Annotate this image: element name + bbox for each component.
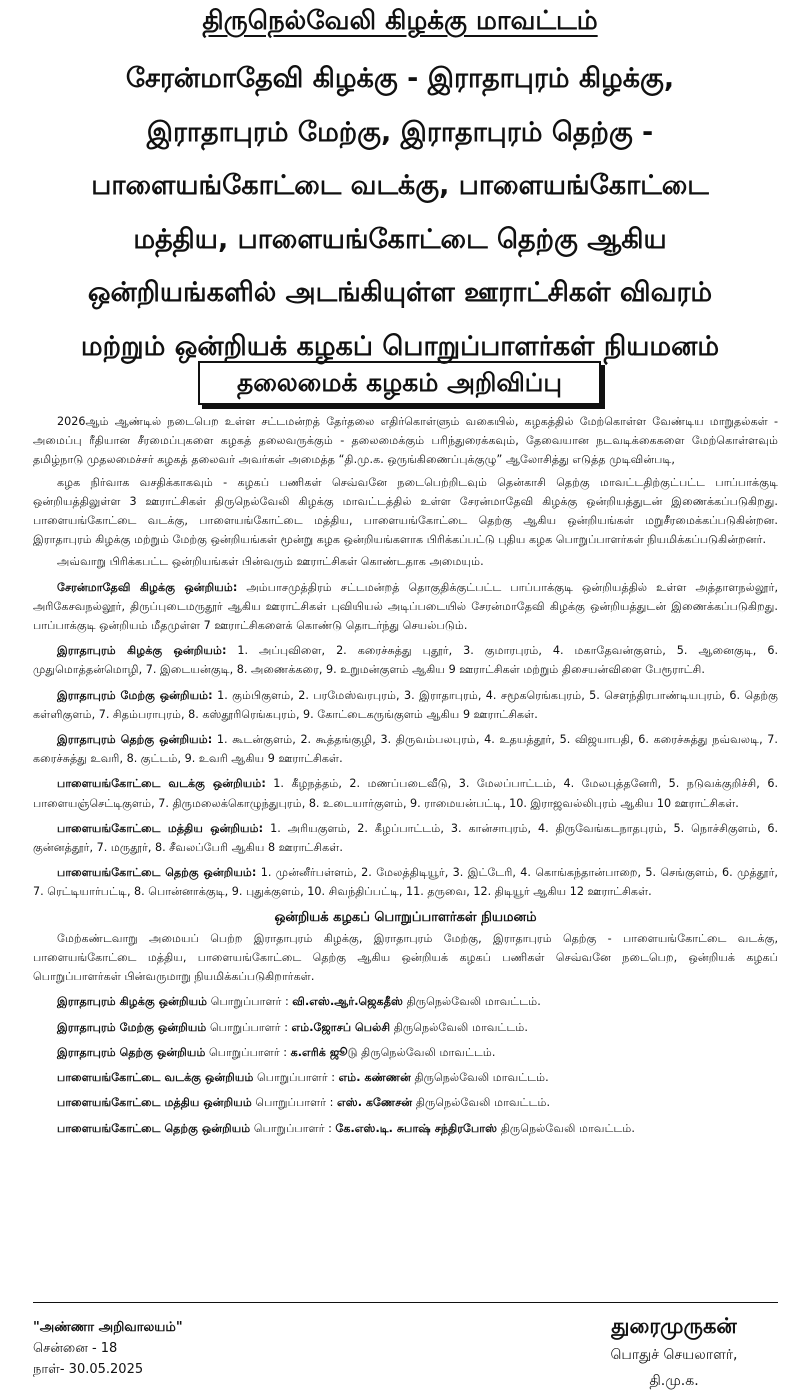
union-paragraph (33, 774, 778, 812)
appointment-row (33, 1119, 778, 1138)
appointment-union: பாளையங்கோட்டை வடக்கு ஒன்றியம் (57, 1071, 254, 1085)
signatory-party: தி.மு.க. (649, 1373, 699, 1389)
appointment-district: திருநெல்வேலி மாவட்டம். (403, 995, 541, 1009)
appointment-union: இராதாபுரம் தெற்கு ஒன்றியம் (57, 1045, 206, 1059)
announcement-body (33, 412, 778, 1141)
appointment-district: திருநெல்வேலி மாவட்டம். (412, 1096, 551, 1110)
appointment-role: பொறுப்பாளர் : (253, 1071, 339, 1085)
union-name: இராதாபுரம் தெற்கு ஒன்றியம்: (57, 733, 213, 747)
appointment-person: கே.எஸ்.டி. சுபாஷ் சந்திரபோஸ் (335, 1121, 498, 1135)
footer-place-block (33, 1317, 183, 1380)
union-details: அம்பாசமுத்திரம் சட்டமன்றத் தொகுதிக்குட்பட்ட பாப்பாக்குடி ஒன்றியத்தில் உள்ள அத்தாளநல்லூர், அரிகேசவநல்லூர், திருப்புடைமருதூர் ஆகிய ஊராட்சிகள் புவியியல் அடிப்படையில் சேரன்மாதேவி கிழக்கு ஒன்றியத்துடன் இணைக்கப்படுகிறது. பாப்பாக்குடி ஒன்றியம் மீதமுள்ள 7 ஊராட்சிகளைக் கொண்டு தொடர்ந்து செயல்படும். (33, 580, 779, 633)
union-name: பாளையங்கோட்டை மத்திய ஒன்றியம்: (57, 821, 264, 835)
appointment-district: திருநெல்வேலி மாவட்டம். (410, 1071, 549, 1085)
signatory-designation: பொதுச் செயலாளர், (610, 1347, 738, 1363)
signature-block (584, 1310, 764, 1394)
appointment-row (33, 1068, 778, 1087)
union-paragraph (33, 578, 778, 636)
union-name: பாளையங்கோட்டை தெற்கு ஒன்றியம்: (57, 866, 257, 880)
appointment-row (33, 992, 778, 1011)
division-paragraph: அவ்வாறு பிரிக்கபட்ட ஒன்றியங்கள் பின்வரும் ஊராட்சிகள் கொண்டதாக அமையும். (57, 555, 484, 569)
appointment-row (33, 1093, 778, 1112)
appointment-role: பொறுப்பாளர் : (205, 1045, 291, 1059)
appointment-union: பாளையங்கோட்டை மத்திய ஒன்றியம் (57, 1096, 252, 1110)
appointment-district: திருநெல்வேலி மாவட்டம். (390, 1020, 528, 1034)
appointment-row (33, 1018, 778, 1037)
district-title-text: திருநெல்வேலி கிழக்கு மாவட்டம் (202, 6, 598, 36)
headline-line: மற்றும் ஒன்றியக் கழகப் பொறுப்பாளர்கள் நியமனம் (80, 330, 720, 362)
signatory-name: துரைமுருகன் (611, 1314, 737, 1338)
appointment-person: எம். கண்ணன் (338, 1071, 411, 1085)
union-name: சேரன்மாதேவி கிழக்கு ஒன்றியம்: (57, 580, 238, 594)
headline-line: இராதாபுரம் மேற்கு, இராதாபுரம் தெற்கு - (146, 116, 654, 148)
union-details: 1. கும்பிகுளம், 2. பரமேஸ்வரபுரம், 3. இராதாபுரம், 4. சமூகரெங்கபுரம், 5. சௌந்திரபாண்டியபுரம், 6. தெற்கு கள்ளிகுளம், 7. சிதம்பராபுரம், 8. கஸ்தூரிரெங்கபுரம், 9. கோட்டைகருங்குளம் ஆகிய 9 ஊராட்சிகள். (33, 688, 778, 721)
footer-date: நாள்- 30.05.2025 (33, 1362, 144, 1377)
appointments-heading: ஒன்றியக் கழகப் பொறுப்பாளர்கள் நியமனம் (274, 909, 537, 925)
footer-divider (33, 1302, 778, 1303)
appointment-role: பொறுப்பாளர் : (206, 1020, 292, 1034)
union-details: 1. கூடன்குளம், 2. கூத்தங்குழி, 3. திருவம்பலபுரம், 4. உதயத்தூர், 5. விஜயாபதி, 6. கரைச்சுத்து நவ்வலடி, 7. கரைச்சுத்து உவரி, 8. குட்டம், 9. உவரி ஆகிய 9 ஊராட்சிகள். (33, 733, 778, 766)
union-details: 1. அரியகுளம், 2. கீழப்பாட்டம், 3. கான்சாபுரம், 4. திருவேங்கடநாதபுரம், 5. நொச்சிகுளம், 6. குன்னத்தூர், 7. மருதூர், 8. சீவலப்பேரி ஆகிய 8 ஊராட்சிகள். (33, 821, 778, 855)
restructure-paragraph: கழக நிர்வாக வசதிக்காகவும் - கழகப் பணிகள் செவ்வனே நடைபெற்றிடவும் தென்காசி தெற்கு மாவட்டதிற்குட்பட்ட பாப்பாக்குடி ஒன்றியத்திலுள்ள 3 ஊராட்சிகள் திருநெல்வேலி கிழக்கு மாவட்டத்தில் உள்ள சேரன்மாதேவி கிழக்கு ஒன்றியத்துடன் இணைக்கப்படுகிறது. பாளையங்கோட்டை வடக்கு, பாளையங்கோட்டை மத்திய, பாளையங்கோட்டை தெற்கு ஆகிய ஒன்றியங்கள் மறுசீரமைக்கப்படுகின்றன. இராதாபுரம் கிழக்கு மற்றும் மேற்கு ஒன்றியங்கள் மூன்று கழக ஒன்றியங்களாக பிரிக்கப்பட்டு புதிய கழக பொறுப்பாளர்கள் நியமிக்கப்படுகின்றனர். (33, 475, 778, 547)
union-name: இராதாபுரம் கிழக்கு ஒன்றியம்: (57, 644, 227, 658)
appointment-union: இராதாபுரம் மேற்கு ஒன்றியம் (57, 1020, 207, 1034)
appointment-role: பொறுப்பாளர் : (251, 1096, 337, 1110)
union-details: 1. முன்னீர்பள்ளம், 2. மேலத்திடியூர், 3. இட்டேரி, 4. கொங்கந்தான்பாறை, 5. செங்குளம், 6. முத்தூர், 7. ரெட்டியார்பட்டி, 8. பொன்னாக்குடி, 9. புதுக்குளம், 10. சிவந்திப்பட்டி, 11. தருவை, 12. திடியூர் ஆகிய 12 ஊராட்சிகள். (33, 866, 778, 899)
headline-line: மத்திய, பாளையங்கோட்டை தெற்கு ஆகிய (133, 223, 667, 255)
appointment-person: எஸ். கணேசன் (336, 1096, 413, 1110)
appointment-person: வி.எஸ்.ஆர்.ஜெகதீஸ் (292, 995, 404, 1009)
union-paragraph (33, 819, 778, 857)
headline-line: சேரன்மாதேவி கிழக்கு - இராதாபுரம் கிழக்கு, (125, 63, 675, 94)
headline-line: பாளையங்கோட்டை வடக்கு, பாளையங்கோட்டை (91, 170, 709, 201)
union-details: 1. கீழநத்தம், 2. மணப்படைவீடு, 3. மேலப்பாட்டம், 4. மேலபுத்தனேரி, 5. நடுவக்குறிச்சி, 6. பாளையஞ்செட்டிகுளம், 7. திருமலைக்கொழுந்துபுரம், 8. உடையார்குளம், 9. ராமையன்பட்டி, 10. இராஜவல்லிபுரம் ஆகிய 10 ஊராட்சிகள். (33, 777, 778, 810)
announcement-banner: தலைமைக் கழகம் அறிவிப்பு (198, 361, 601, 405)
union-name: இராதாபுரம் மேற்கு ஒன்றியம்: (57, 688, 213, 702)
district-title (0, 6, 800, 39)
intro-paragraph: 2026ஆம் ஆண்டில் நடைபெற உள்ள சட்டமன்றத் தேர்தலை எதிர்கொள்ளும் வகையில், கழகத்தில் மேற்கொள்ள வேண்டிய மாறுதல்கள் - அமைப்பு ரீதியான சீரமைப்புகளை கழகத் தலைவருக்கும் - தலைமைக்கும் பரிந்துரைக்கவும், தேவையான நடவடிக்கைகளை மேற்கொள்ளவும் தமிழ்நாடு முதலமைச்சர் கழகத் தலைவர் அவர்கள் அமைத்த “தி.மு.க. ஒருங்கிணைப்புக்குழு” ஆலோசித்து எடுத்த முடிவின்படி, (33, 415, 778, 467)
appointment-district: திருநெல்வேலி மாவட்டம். (497, 1121, 635, 1135)
appointment-role: பொறுப்பாளர் : (207, 995, 293, 1009)
footer-place: "அண்ணா அறிவாலயம்" (33, 1320, 183, 1335)
appointment-district: திருநெல்வேலி மாவட்டம். (357, 1045, 496, 1059)
footer-city: சென்னை - 18 (33, 1341, 118, 1356)
appointment-union: பாளையங்கோட்டை தெற்கு ஒன்றியம் (57, 1121, 251, 1135)
appointment-union: இராதாபுரம் கிழக்கு ஒன்றியம் (57, 995, 208, 1009)
headline (20, 52, 780, 373)
appointments-intro: மேற்கண்டவாறு அமையப் பெற்ற இராதாபுரம் கிழக்கு, இராதாபுரம் மேற்கு, இராதாபுரம் தெற்கு - பாளையங்கோட்டை வடக்கு, பாளையங்கோட்டை மத்திய, பாளையங்கோட்டை தெற்கு ஆகிய ஒன்றியக் கழகப் பணிகள் செவ்வனே நடைபெற, ஒன்றியக் கழகப் பொறுப்பாளர்கள் பின்வருமாறு நியமிக்கப்படுகிறார்கள். (33, 931, 778, 984)
union-paragraph (33, 641, 778, 679)
appointment-person: க.எரிக் ஜூடு (290, 1045, 358, 1059)
union-paragraph (33, 686, 778, 724)
appointment-person: எம்.ஜோசப் பெல்சி (291, 1020, 391, 1034)
union-paragraph (33, 863, 778, 901)
headline-line: ஒன்றியங்களில் அடங்கியுள்ள ஊராட்சிகள் விவரம் (87, 277, 713, 308)
appointment-row (33, 1043, 778, 1062)
appointment-role: பொறுப்பாளர் : (250, 1121, 336, 1135)
union-paragraph (33, 730, 778, 768)
union-details: 1. அப்புவிளை, 2. கரைச்சுத்து புதூர், 3. குமாரபுரம், 4. மகாதேவன்குளம், 5. ஆனைகுடி, 6. முதுமொத்தன்மொழி, 7. இடையன்குடி, 8. அணைக்கரை, 9. உறுமன்குளம் ஆகிய 9 ஊராட்சிகள் மற்றும் திசையன்விளை பேரூராட்சி. (33, 644, 778, 677)
union-name: பாளையங்கோட்டை வடக்கு ஒன்றியம்: (57, 777, 266, 791)
